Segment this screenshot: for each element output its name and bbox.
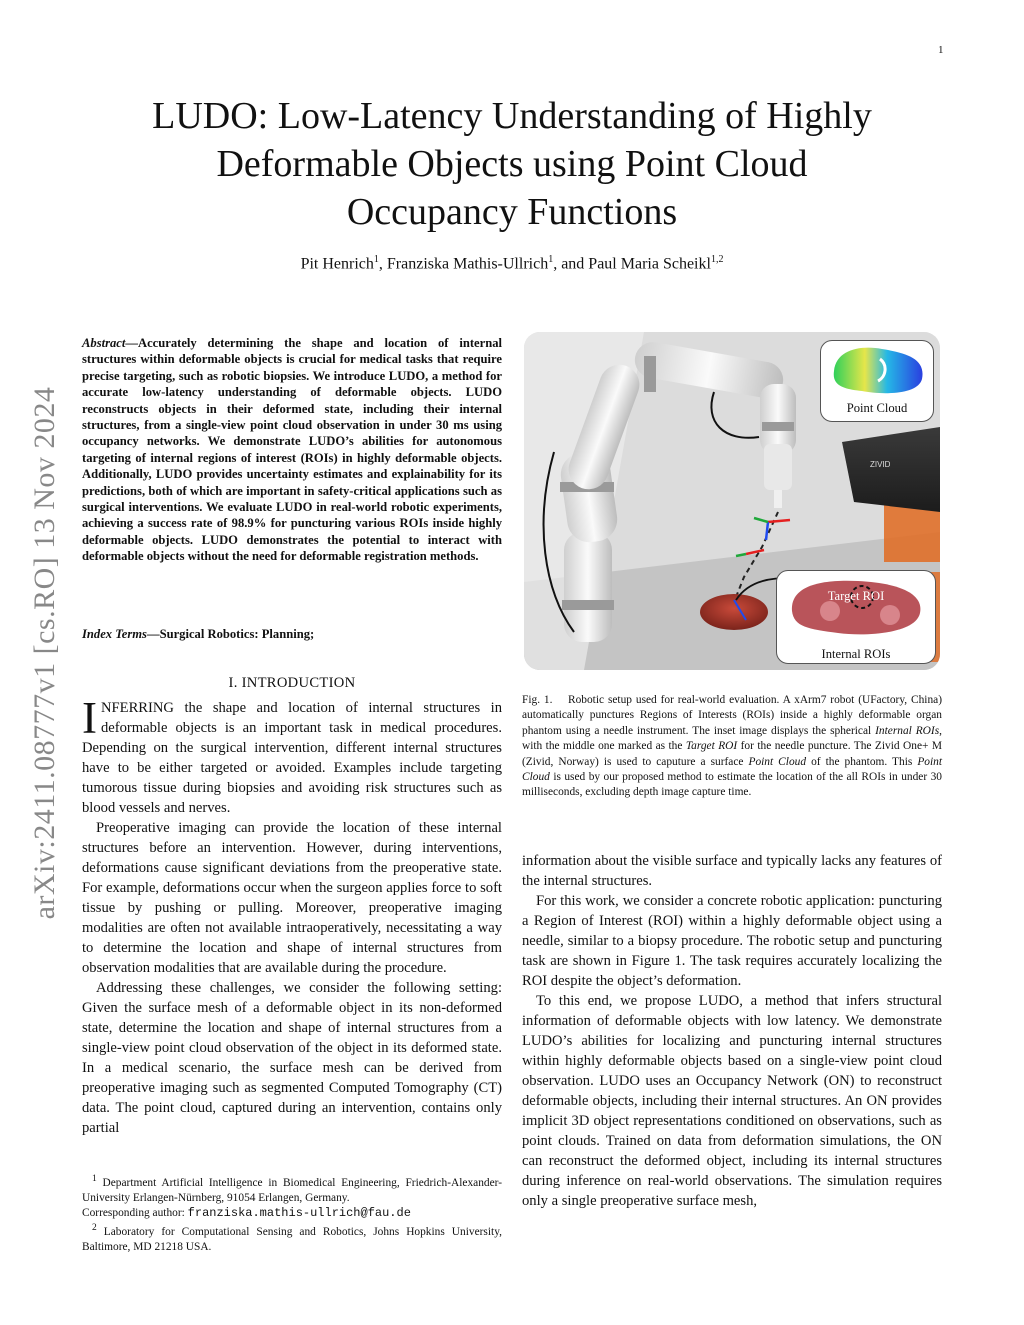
- caption-text-2: , with the middle one marked as the: [522, 724, 942, 753]
- camera-brand-label: ZIVID: [870, 460, 891, 469]
- footnote-1-text: Department Artificial Intelligence in Biomedical Engineering, Friedrich-Alexander-University Erlangen-Nürnberg, 91054 Erlangen, Germany.: [82, 1176, 502, 1204]
- drop-cap: I: [82, 693, 97, 743]
- author-1: Pit Henrich: [300, 255, 374, 273]
- right-column-body: [522, 851, 942, 1211]
- corresponding-author-email: franziska.mathis-ullrich@fau.de: [187, 1205, 411, 1220]
- point-cloud-visual: [822, 341, 932, 399]
- introduction-body: [82, 693, 502, 1138]
- index-terms-text: —Surgical Robotics: Planning;: [146, 627, 315, 641]
- footnote-2-text: Laboratory for Computational Sensing and Robotics, Johns Hopkins University, Baltimore, MD 21218 USA.: [82, 1225, 502, 1253]
- index-terms-label: Index Terms: [82, 627, 147, 641]
- intro-paragraph-3: Addressing these challenges, we consider the following setting: Given the surface mesh of a deformable object in its non-deformed state, determine the location and shape of internal structures from a single-view point cloud observation of the object in its deformed state. In a medical scenario, the surface mesh can be derived from preoperative imaging such as segmented Computed Tomography (CT) data. The point cloud, captured during an intervention, contains only partial: [82, 980, 502, 1136]
- index-terms: [82, 627, 502, 642]
- footnote-1: [82, 1172, 502, 1206]
- title-line-1: LUDO: Low-Latency Understanding of Highly: [152, 95, 872, 137]
- caption-text-1: Robotic setup used for real-world evaluation. A xArm7 robot (UFactory, China) automatically punctures Regions of Interests (ROIs) inside a highly deformable organ phantom using a needle instrument. The inset image displays the spherical: [522, 694, 943, 737]
- caption-italic-4: Point Cloud: [522, 755, 943, 784]
- caption-text-3: for the needle puncture. The Zivid One+ M (Zivid, Norway) is used to caputure a surface: [522, 740, 942, 768]
- point-cloud-shape: [834, 348, 923, 394]
- author-list: [90, 254, 934, 273]
- zivid-camera: [842, 427, 940, 512]
- robot-elbow-ring: [644, 356, 656, 392]
- robot-base: [564, 532, 612, 642]
- abstract-label: Abstract: [82, 336, 126, 350]
- point-cloud-inset: [820, 340, 934, 422]
- footnote-2-mark: 2: [92, 1222, 97, 1233]
- author-2: , Franziska Mathis-Ullrich: [378, 255, 549, 273]
- footnote-1-mark: 1: [92, 1174, 97, 1184]
- caption-text-5: is used by our proposed method to estimate the location of the all ROIs in under 30 milliseconds, excluding depth image capture time.: [522, 771, 942, 799]
- title-line-3: Occupancy Functions: [346, 191, 678, 233]
- title-line-2: Deformable Objects using Point Cloud: [216, 143, 808, 185]
- internal-roi-1: [820, 601, 840, 621]
- target-roi-label: Target ROI: [827, 589, 885, 603]
- robot-wrist-ring: [762, 422, 794, 431]
- internal-rois-visual: [778, 571, 934, 639]
- caption-italic-1: Internal ROIs: [875, 724, 940, 737]
- arxiv-identifier: arXiv:2411.08777v1 [cs.RO] 13 Nov 2024: [28, 386, 61, 920]
- internal-roi-3: [880, 605, 900, 625]
- right-paragraph-3: To this end, we propose LUDO, a method that infers structural information of deformable objects with low latency. We demonstrate LUDO’s abilities for localizing and puncturing internal structures within highly deformable objects based on a single-view point cloud observation. LUDO uses an Occupancy Network (ON) to reconstruct deformable objects, including their internal structures. An ON provides implicit 3D object representations conditioned on observations, such as point clouds. Trained on data from deformation simulations, the ON can reconstruct the deformed object, including its internal structures during inference on real-world observations. The simulation requires only a single preoperative surface mesh,: [522, 993, 942, 1209]
- right-paragraph-1: information about the visible surface and typically lacks any features of the internal structures.: [522, 853, 942, 889]
- organ-phantom: [700, 594, 768, 630]
- author-3: , and Paul Maria Scheikl: [553, 255, 711, 273]
- footnotes: [82, 1172, 502, 1255]
- internal-rois-label: Internal ROIs: [821, 647, 891, 661]
- author-1-affiliation: 1: [373, 254, 379, 265]
- right-paragraph-2: For this work, we consider a concrete robotic application: puncturing a Region of Interest (ROI) within a highly deformable object using a needle, similar to a biopsy procedure. The robotic setup and puncturing task are shown in Figure 1. The task requires accurately localizing the ROI despite the object’s deformation.: [522, 893, 942, 989]
- point-cloud-label: Point Cloud: [846, 401, 908, 415]
- figure-1-caption: [522, 693, 942, 801]
- page-number: 1: [938, 44, 944, 56]
- section-heading-introduction: I. INTRODUCTION: [228, 675, 356, 691]
- robot-base-ring: [562, 600, 614, 610]
- figure-1-robot-setup: [524, 332, 940, 670]
- robot-wrist: [760, 384, 796, 454]
- abstract: [82, 335, 502, 565]
- internal-rois-inset: [776, 570, 936, 664]
- needle-tip: [774, 490, 782, 508]
- caption-text-4: of the phantom. This: [806, 755, 918, 768]
- abstract-text: —Accurately determining the shape and location of internal structures within deformable objects is crucial for medical tasks that require precise targeting, such as robotic biopsies. We introduce LUDO, a method for accurate low-latency understanding of deformable objects. LUDO reconstructs objects in their deformed state, including their internal structures, from a single-view point cloud observation in under 30 ms using occupancy networks. We demonstrate LUDO’s abilities for autonomous targeting of internal regions of interest (ROIs) in highly deformable objects. Additionally, LUDO provides uncertainty estimates and explainability for its predictions, both of which are important in safety-critical applications such as surgical interventions. We evaluate LUDO in real-world robotic experiments, achieving a success rate of 98.9% for puncturing various ROIs inside highly deformable objects. LUDO demonstrates the potential to interact with deformable objects without the need for deformable registration methods.: [82, 336, 502, 564]
- corresponding-author-label: Corresponding author:: [82, 1206, 188, 1219]
- caption-italic-3: Point Cloud: [748, 755, 807, 768]
- footnote-2: [82, 1221, 502, 1255]
- author-2-affiliation: 1: [548, 254, 554, 265]
- caption-figure-label: Fig. 1.: [522, 694, 553, 706]
- needle-holder: [764, 444, 792, 490]
- author-3-affiliation: 1,2: [710, 254, 724, 265]
- intro-paragraph-2: Preoperative imaging can provide the location of these internal structures before an intervention. However, during interventions, deformations cause significant deviations from the preoperative state. For example, deformations occur when the surgeon applies force to soft tissue by pushing or pulling. Moreover, preoperative imaging modalities are often not available intraoperatively, necessitating a way to determine the location and shape of internal structures from observation modalities that are available during the procedure.: [82, 820, 502, 976]
- paper-title: [90, 92, 934, 236]
- intro-paragraph-1-text: NFERRING the shape and location of internal structures in deformable objects is an important task in medical procedures. Depending on the surgical intervention, different internal structures have to be either targeted or avoided. Examples include targeting tumorous tissue during biopsies and avoiding risk structures such as blood vessels and nerves.: [82, 700, 502, 816]
- corresponding-author: [82, 1206, 502, 1221]
- intro-paragraph-1: [82, 693, 502, 818]
- caption-italic-2: Target ROI: [685, 740, 738, 753]
